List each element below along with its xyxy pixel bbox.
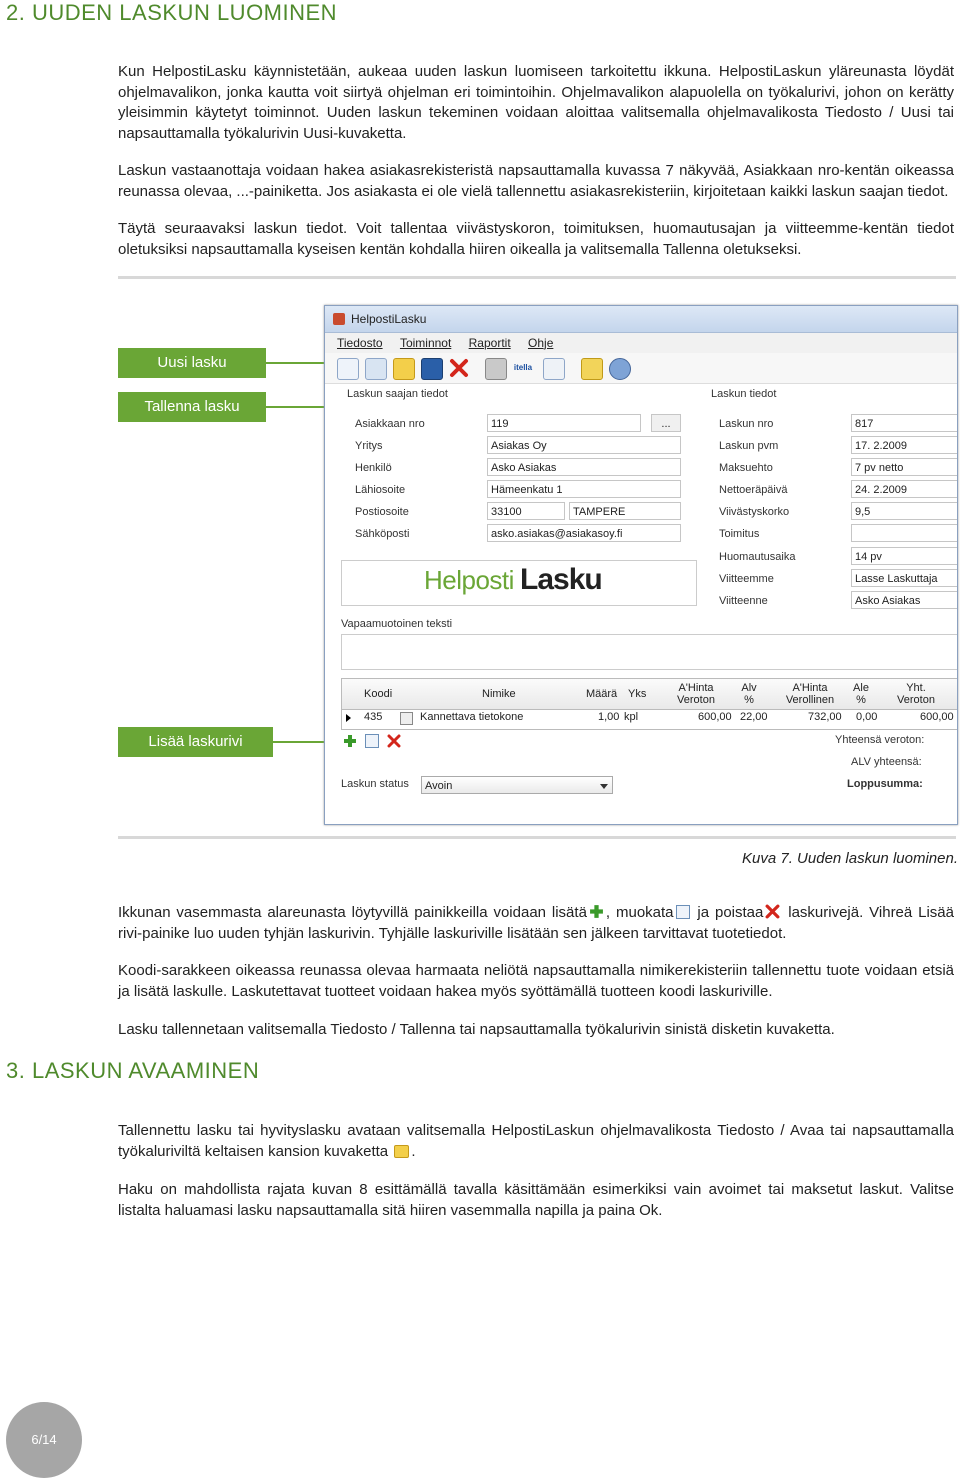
folder-open-icon[interactable] [393,358,415,380]
payment-terms-field[interactable]: 7 pv netto [851,458,958,476]
item-lookup-square[interactable] [400,712,413,725]
text-part: . [411,1142,416,1160]
label-company: Yritys [355,440,383,452]
add-row-icon [589,904,604,919]
vat-total-label: ALV yhteensä: [851,756,922,768]
col-total-net[interactable]: Yht. Veroton [897,682,935,706]
callout-line [266,362,330,364]
menu-item-help[interactable]: Ohje [528,336,554,350]
recipient-group-title: Laskun saajan tiedot [347,388,448,400]
delete-icon[interactable] [449,358,469,378]
menu-item-file[interactable]: Tiedosto [337,336,383,350]
paragraph-row-buttons [118,903,954,944]
label-customer-no: Asiakkaan nro [355,418,425,430]
invoice-rows-grid[interactable] [341,678,958,730]
notice-period-field[interactable]: 14 pv [851,547,958,565]
our-ref-field[interactable]: Lasse Laskuttaja [851,569,958,587]
free-text-area[interactable] [341,634,958,670]
text-part: laskurivejä. Vihreä Lisää rivi-painike luo uuden tyhjän laskurivin. Tyhjälle laskuriville lisätään sen jälkeen tarvittavat tuotetiedot. [118,904,954,942]
label-due-date: Nettoeräpäivä [719,484,788,496]
company-field[interactable]: Asiakas Oy [487,436,681,454]
logo-text-lasku: Lasku [520,563,602,596]
status-select-value: Avoin [425,780,453,792]
email-field[interactable]: asko.asiakas@asiakasoy.fi [487,524,681,542]
paragraph-recipient: Laskun vastaanottaja voidaan hakea asiakasrekisteristä napsauttamalla kuvassa 7 näkyvää, Asiakkaan nro-kentän oikeassa reunassa olevaa, ...-painiketta. Jos asiakasta ei ole vielä tallennettu asiakasrekisteriin, kirjoitetaan kaikki laskun saajan tiedot. [118,162,954,200]
label-your-ref: Viitteenne [719,595,768,607]
app-window-screenshot [324,305,958,825]
row-unit-price-gross[interactable]: 732,00 [808,711,842,723]
app-toolbar [325,353,957,384]
paragraph-filter: Haku on mahdollista rajata kuvan 8 esittämällä tavalla käsittämään esimerkiksi vain avoimet tai maksetut laskut. Valitse listalta haluamasi lasku napsauttamalla sitä hiiren vasemmalla napilla ja paina Ok. [118,1181,954,1219]
due-date-field[interactable]: 24. 2.2009 [851,480,958,498]
col-item[interactable]: Nimike [482,688,516,700]
divider-bottom [118,836,956,839]
total-net-label: Yhteensä veroton: [835,734,925,746]
helpostilasku-logo [341,560,697,606]
chevron-down-icon [600,784,608,789]
callout-add-row: Lisää laskurivi [118,727,273,757]
divider-top [118,276,956,279]
row-qty[interactable]: 1,00 [598,711,620,723]
menu-item-actions[interactable]: Toiminnot [399,336,452,350]
city-field[interactable]: TAMPERE [569,502,681,520]
section-heading-3: 3. LASKUN AVAAMINEN [6,1058,260,1083]
figure-caption: Kuva 7. Uuden laskun luominen. [742,850,958,867]
col-discount[interactable]: Ale % [853,682,869,706]
delete-row-icon [765,904,780,919]
email-icon[interactable] [543,358,565,380]
document-icon[interactable] [365,358,387,380]
paragraph-save: Lasku tallennetaan valitsemalla Tiedosto / Tallenna tai napsauttamalla työkalurivin sinistä disketin kuvaketta. [118,1021,835,1038]
delivery-field[interactable] [851,524,958,542]
col-unit-price-gross[interactable]: A'Hinta Verollinen [785,682,835,706]
col-code[interactable]: Koodi [364,688,393,700]
app-icon [333,313,345,325]
grand-total-label: Loppusumma: [847,778,923,790]
col-vat[interactable]: Alv % [741,682,757,706]
col-qty[interactable]: Määrä [586,688,618,700]
callout-new-invoice: Uusi lasku [118,348,266,378]
app-titlebar [325,306,957,333]
row-code[interactable]: 435 [364,711,383,723]
menu-item-reports[interactable]: Raportit [468,336,511,350]
label-interest: Viivästyskorko [719,506,790,518]
add-row-icon[interactable] [343,734,357,751]
globe-icon[interactable] [609,358,631,380]
label-email: Sähköposti [355,528,410,540]
col-unit-price-net[interactable]: A'Hinta Veroton [677,682,715,706]
app-title: HelpostiLasku [351,312,427,326]
paragraph-fill-details: Täytä seuraavaksi laskun tiedot. Voit tallentaa viivästyskoron, toimituksen, huomautusajan ja viitteemme-kentän tiedot oletuksiksi napsauttamalla kyseisen kentän kohdalla hiiren oikealla ja valitsemalla Tallenna oletukseksi. [118,220,954,258]
label-invoice-date: Laskun pvm [719,440,779,452]
text-part: Ikkunan vasemmasta alareunasta löytyvillä painikkeilla voidaan lisätä [118,904,587,921]
customer-lookup-button[interactable]: ... [651,414,681,432]
row-unit-price-net[interactable]: 600,00 [698,711,732,723]
free-text-label: Vapaamuotoinen teksti [341,618,453,630]
paragraph-intro: Kun HelpostiLasku käynnistetään, aukeaa uuden laskun luomiseen tarkoitettu ikkuna. HelpostiLaskun yläreunasta löydät ohjelmavalikon, jonka kautta voit siirtyä ohjelman eri toimintoihin. Ohjelmavalikon alapuolella on työkalurivi, johon on kerätty yleisimmin käytetyt toiminnot. Uuden laskun tekeminen voidaan aloittaa valitsemalla ohjelmavalikosta Tiedosto / Uusi tai napsauttamalla työkalurivin Uusi-kuvaketta. [118,63,954,142]
label-payment-terms: Maksuehto [719,462,773,474]
printer-icon[interactable] [485,358,507,380]
paragraph-code-column: Koodi-sarakkeen oikeassa reunassa olevaa harmaata neliötä napsauttamalla nimikerekisteriin tallennettu tuote voidaan etsiä ja lisätä laskulle. Laskutettavat tuotteet voidaan hakea myös syöttämällä tuotteen koodi laskuriville. [118,962,954,1000]
your-ref-field[interactable]: Asko Asiakas [851,591,958,609]
invoice-date-field[interactable]: 17. 2.2009 [851,436,958,454]
status-label: Laskun status [341,778,409,790]
label-delivery: Toimitus [719,528,760,540]
row-unit[interactable]: kpl [624,711,639,723]
label-postal: Postiosoite [355,506,409,518]
page-number: 6/14 [6,1402,82,1478]
callout-line [273,741,329,743]
text-part: , muokata [605,904,674,921]
row-total-net[interactable]: 600,00 [920,711,954,723]
row-item[interactable]: Kannettava tietokone [420,711,524,723]
label-invoice-no: Laskun nro [719,418,774,430]
street-field[interactable]: Hämeenkatu 1 [487,480,681,498]
text-part: Tallennettu lasku tai hyvityslasku avataan valitsemalla HelpostiLaskun ohjelmavalikosta Tiedosto / Avaa tai napsauttamalla työkaluriviltä keltaisen kansion kuvaketta [118,1122,954,1160]
itella-icon[interactable]: itella [513,363,533,372]
folder-icon [394,1145,409,1158]
postcode-field[interactable]: 33100 [487,502,565,520]
new-document-icon[interactable] [337,358,359,380]
edit-row-icon[interactable] [365,734,379,748]
delete-row-icon[interactable] [387,734,401,751]
col-unit[interactable]: Yks [628,688,647,700]
text-part: ja poistaa [697,904,764,921]
logo-text-helposti: Helposti [424,565,514,595]
customer-no-field[interactable]: 119 [487,414,641,432]
row-vat[interactable]: 22,00 [740,711,768,723]
label-notice-period: Huomautusaika [719,551,796,563]
person-field[interactable]: Asko Asiakas [487,458,681,476]
paragraph-open-invoice [118,1121,954,1162]
edit-row-icon [676,905,690,919]
row-discount[interactable]: 0,00 [856,711,878,723]
row-pointer-icon [346,714,351,722]
label-person: Henkilö [355,462,392,474]
label-street: Lähiosoite [355,484,406,496]
save-disk-icon[interactable] [421,358,443,380]
invoice-no-field[interactable]: 817 [851,414,958,432]
invoice-group-title: Laskun tiedot [711,388,777,400]
interest-field[interactable]: 9,5 [851,502,958,520]
notes-icon[interactable] [581,358,603,380]
callout-save-invoice: Tallenna lasku [118,392,266,422]
app-menubar [325,333,957,353]
status-select[interactable] [421,776,613,794]
section-heading-2: 2. UUDEN LASKUN LUOMINEN [6,0,338,25]
grid-header [342,679,958,710]
label-our-ref: Viitteemme [719,573,774,585]
